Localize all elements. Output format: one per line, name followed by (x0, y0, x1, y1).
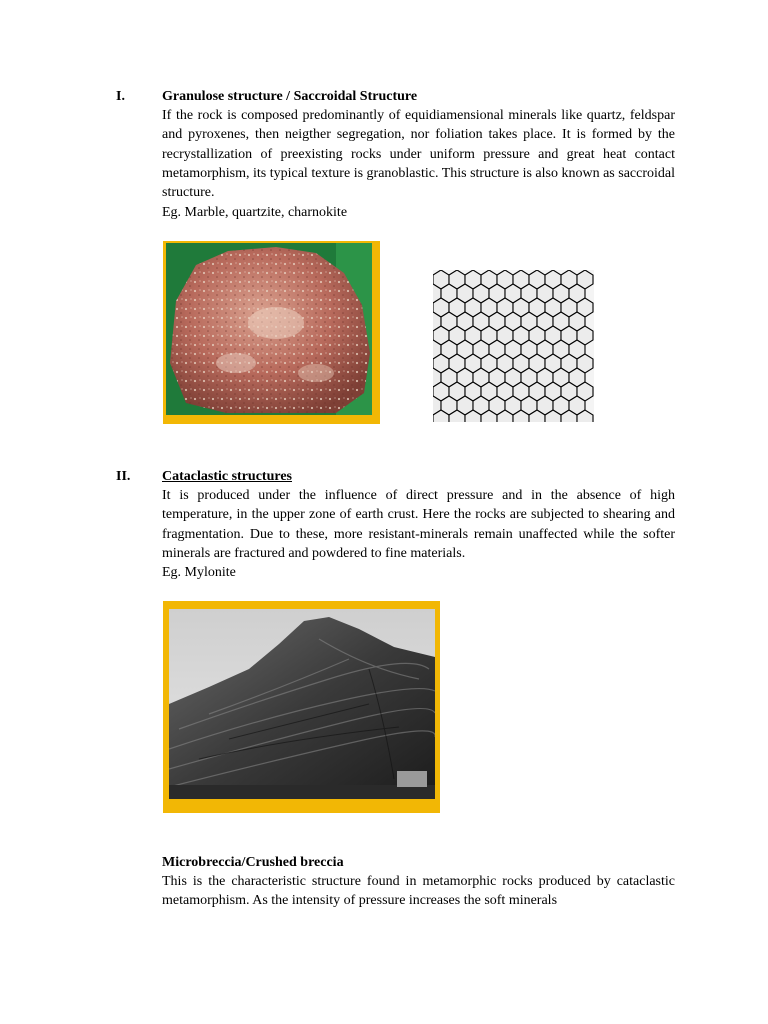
section-1-title: Granulose structure / Saccroidal Structure (162, 89, 418, 104)
section-1-number: I. (116, 89, 125, 104)
section-3-body: This is the characteristic structure found in metamorphic rocks produced by cataclastic metamorphism. As the intensity of pressure increases the soft minerals (162, 874, 675, 909)
section-2-example: Eg. Mylonite (162, 565, 236, 580)
section-1-body: If the rock is composed predominantly of equidiamensional minerals like quartz, feldspar and pyroxenes, then neigther segregation, nor foliation takes place. It is formed by the recrystallization of preexisting rocks under uniform pressure and great heat contact metamorphism, its typical texture is granoblastic. This structure is also known as saccroidal structure. (162, 108, 675, 201)
granulose-rock-photo (163, 241, 380, 424)
section-1-example: Eg. Marble, quartzite, charnokite (162, 205, 348, 220)
section-2-number: II. (116, 469, 131, 484)
section-3-title: Microbreccia/Crushed breccia (162, 855, 344, 870)
section-2-body: It is produced under the influence of direct pressure and in the absence of high temperature, in the upper zone of earth crust. Here the rocks are subjected to shearing and fragmentation. Due to these, more resistant-minerals remain unaffected while the softer minerals are fractured and powdered to fine materials. (162, 488, 675, 561)
section-2-title: Cataclastic structures (162, 469, 292, 484)
hexagonal-texture-diagram (433, 270, 594, 422)
mylonite-outcrop-photo (163, 601, 440, 813)
